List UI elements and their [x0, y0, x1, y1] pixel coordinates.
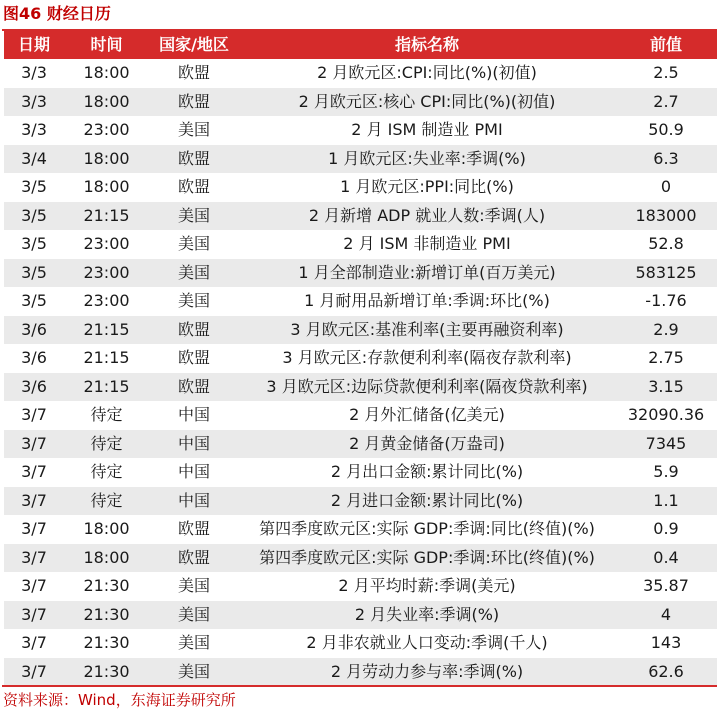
cell-region: 欧盟: [149, 145, 239, 174]
cell-previous: 5.9: [615, 458, 717, 487]
cell-time: 18:00: [64, 544, 149, 573]
cell-time: 23:00: [64, 287, 149, 316]
table-row: [4, 145, 717, 174]
cell-previous: 32090.36: [615, 401, 717, 430]
cell-indicator: 1 月全部制造业:新增订单(百万美元): [239, 259, 615, 288]
table-row: [4, 344, 717, 373]
cell-indicator: 1 月欧元区:失业率:季调(%): [239, 145, 615, 174]
cell-region: 美国: [149, 658, 239, 687]
cell-indicator: 第四季度欧元区:实际 GDP:季调:环比(终值)(%): [239, 544, 615, 573]
cell-previous: 0: [615, 173, 717, 202]
cell-date: 3/6: [4, 373, 64, 402]
figure-title: 图46 财经日历: [3, 4, 111, 23]
cell-region: 欧盟: [149, 344, 239, 373]
cell-previous: 6.3: [615, 145, 717, 174]
cell-indicator: 2 月平均时薪:季调(美元): [239, 572, 615, 601]
cell-indicator: 1 月欧元区:PPI:同比(%): [239, 173, 615, 202]
table-row: [4, 601, 717, 630]
cell-time: 18:00: [64, 59, 149, 88]
cell-region: 中国: [149, 430, 239, 459]
cell-date: 3/4: [4, 145, 64, 174]
cell-date: 3/5: [4, 230, 64, 259]
table-row: [4, 202, 717, 231]
cell-indicator: 2 月进口金额:累计同比(%): [239, 487, 615, 516]
source-note: 资料来源：Wind，东海证券研究所: [3, 691, 236, 709]
table-row: [4, 173, 717, 202]
table-row: [4, 544, 717, 573]
header-previous: 前值: [615, 31, 717, 59]
cell-time: 21:15: [64, 344, 149, 373]
cell-indicator: 2 月 ISM 制造业 PMI: [239, 116, 615, 145]
header-date: 日期: [4, 31, 64, 59]
cell-indicator: 3 月欧元区:基准利率(主要再融资利率): [239, 316, 615, 345]
cell-previous: 4: [615, 601, 717, 630]
cell-time: 21:15: [64, 202, 149, 231]
cell-time: 23:00: [64, 259, 149, 288]
cell-time: 21:30: [64, 572, 149, 601]
table-row: [4, 230, 717, 259]
cell-indicator: 2 月新增 ADP 就业人数:季调(人): [239, 202, 615, 231]
cell-indicator: 1 月耐用品新增订单:季调:环比(%): [239, 287, 615, 316]
cell-time: 待定: [64, 487, 149, 516]
cell-region: 欧盟: [149, 515, 239, 544]
cell-previous: 62.6: [615, 658, 717, 687]
cell-region: 中国: [149, 401, 239, 430]
table-row: [4, 658, 717, 687]
cell-previous: 35.87: [615, 572, 717, 601]
cell-previous: 583125: [615, 259, 717, 288]
cell-indicator: 第四季度欧元区:实际 GDP:季调:同比(终值)(%): [239, 515, 615, 544]
header-indicator: 指标名称: [239, 31, 615, 59]
cell-date: 3/7: [4, 430, 64, 459]
table-row: [4, 287, 717, 316]
table-row: [4, 458, 717, 487]
cell-region: 欧盟: [149, 544, 239, 573]
header-region: 国家/地区: [149, 31, 239, 59]
table-row: [4, 116, 717, 145]
cell-previous: 3.15: [615, 373, 717, 402]
cell-time: 21:30: [64, 629, 149, 658]
cell-region: 欧盟: [149, 373, 239, 402]
table-row: [4, 401, 717, 430]
cell-time: 21:30: [64, 601, 149, 630]
cell-previous: 52.8: [615, 230, 717, 259]
cell-previous: 0.4: [615, 544, 717, 573]
cell-time: 待定: [64, 401, 149, 430]
cell-indicator: 2 月失业率:季调(%): [239, 601, 615, 630]
cell-previous: 2.5: [615, 59, 717, 88]
cell-time: 18:00: [64, 173, 149, 202]
cell-indicator: 2 月黄金储备(万盎司): [239, 430, 615, 459]
cell-time: 21:15: [64, 316, 149, 345]
table-row: [4, 572, 717, 601]
cell-time: 18:00: [64, 145, 149, 174]
cell-region: 中国: [149, 487, 239, 516]
cell-time: 18:00: [64, 88, 149, 117]
cell-previous: 2.75: [615, 344, 717, 373]
cell-date: 3/5: [4, 173, 64, 202]
cell-region: 美国: [149, 259, 239, 288]
cell-date: 3/3: [4, 59, 64, 88]
cell-region: 美国: [149, 116, 239, 145]
cell-time: 23:00: [64, 230, 149, 259]
calendar-table: [4, 31, 717, 686]
cell-time: 21:30: [64, 658, 149, 687]
cell-region: 美国: [149, 287, 239, 316]
table-row: [4, 373, 717, 402]
cell-previous: 2.7: [615, 88, 717, 117]
cell-date: 3/5: [4, 287, 64, 316]
header-time: 时间: [64, 31, 149, 59]
cell-time: 21:15: [64, 373, 149, 402]
cell-region: 欧盟: [149, 173, 239, 202]
cell-date: 3/7: [4, 629, 64, 658]
cell-region: 美国: [149, 202, 239, 231]
cell-region: 欧盟: [149, 88, 239, 117]
cell-previous: 1.1: [615, 487, 717, 516]
cell-indicator: 2 月外汇储备(亿美元): [239, 401, 615, 430]
cell-date: 3/6: [4, 344, 64, 373]
cell-region: 美国: [149, 601, 239, 630]
table-row: [4, 259, 717, 288]
cell-time: 待定: [64, 458, 149, 487]
cell-indicator: 2 月欧元区:核心 CPI:同比(%)(初值): [239, 88, 615, 117]
cell-time: 18:00: [64, 515, 149, 544]
cell-previous: -1.76: [615, 287, 717, 316]
cell-indicator: 2 月出口金额:累计同比(%): [239, 458, 615, 487]
cell-date: 3/5: [4, 259, 64, 288]
cell-date: 3/7: [4, 658, 64, 687]
table-row: [4, 629, 717, 658]
table-row: [4, 88, 717, 117]
cell-time: 23:00: [64, 116, 149, 145]
cell-previous: 0.9: [615, 515, 717, 544]
table-row: [4, 487, 717, 516]
cell-date: 3/7: [4, 601, 64, 630]
cell-previous: 2.9: [615, 316, 717, 345]
bottom-rule: [2, 685, 717, 687]
cell-previous: 7345: [615, 430, 717, 459]
table-row: [4, 430, 717, 459]
cell-region: 美国: [149, 629, 239, 658]
cell-indicator: 2 月非农就业人口变动:季调(千人): [239, 629, 615, 658]
cell-time: 待定: [64, 430, 149, 459]
cell-date: 3/7: [4, 401, 64, 430]
header-row: [4, 31, 717, 59]
cell-region: 美国: [149, 572, 239, 601]
cell-indicator: 3 月欧元区:边际贷款便利利率(隔夜贷款利率): [239, 373, 615, 402]
cell-region: 欧盟: [149, 316, 239, 345]
cell-date: 3/7: [4, 544, 64, 573]
cell-region: 欧盟: [149, 59, 239, 88]
cell-indicator: 2 月欧元区:CPI:同比(%)(初值): [239, 59, 615, 88]
cell-date: 3/3: [4, 116, 64, 145]
cell-previous: 183000: [615, 202, 717, 231]
cell-date: 3/3: [4, 88, 64, 117]
table-row: [4, 515, 717, 544]
table-row: [4, 59, 717, 88]
cell-indicator: 2 月劳动力参与率:季调(%): [239, 658, 615, 687]
cell-indicator: 2 月 ISM 非制造业 PMI: [239, 230, 615, 259]
cell-date: 3/7: [4, 515, 64, 544]
cell-region: 中国: [149, 458, 239, 487]
cell-date: 3/7: [4, 458, 64, 487]
cell-date: 3/7: [4, 572, 64, 601]
table-row: [4, 316, 717, 345]
cell-previous: 143: [615, 629, 717, 658]
cell-date: 3/6: [4, 316, 64, 345]
cell-date: 3/7: [4, 487, 64, 516]
cell-previous: 50.9: [615, 116, 717, 145]
table-body: [4, 59, 717, 686]
cell-date: 3/5: [4, 202, 64, 231]
cell-indicator: 3 月欧元区:存款便利利率(隔夜存款利率): [239, 344, 615, 373]
cell-region: 美国: [149, 230, 239, 259]
